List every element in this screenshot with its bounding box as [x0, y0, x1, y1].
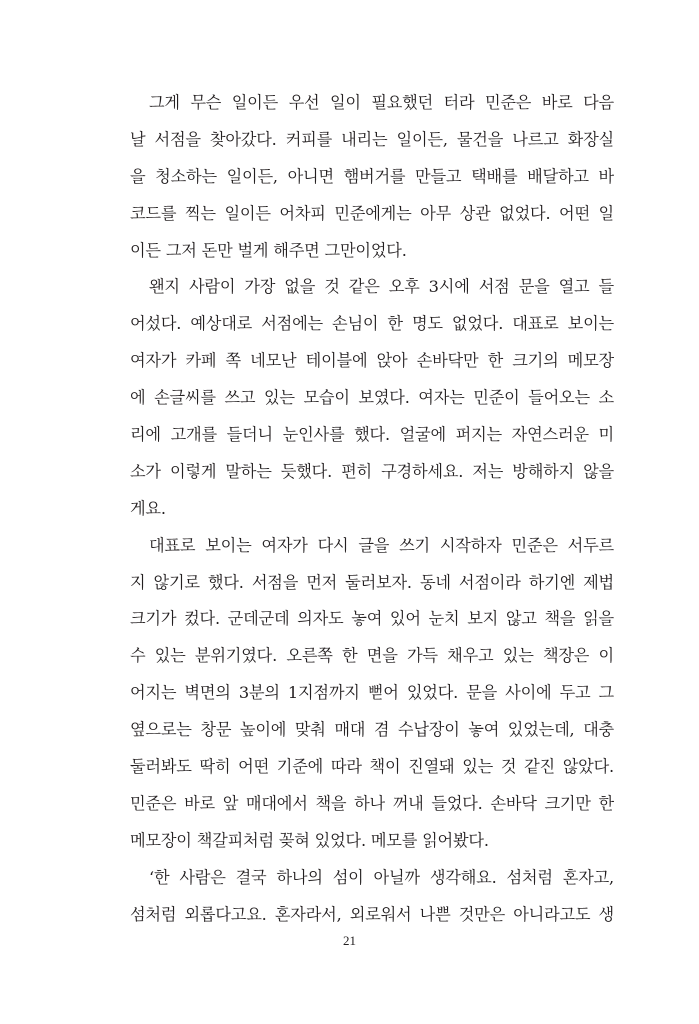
text-line: ‘한 사람은 결국 하나의 섬이 아닐까 생각해요. 섬처럼 혼자고, — [149, 867, 614, 887]
text-line: 둘러봐도 딱히 어떤 기준에 따라 책이 진열돼 있는 것 같진 않았다. — [130, 757, 614, 777]
text-line: 이든 그저 돈만 벌게 해주면 그만이었다. — [130, 240, 407, 260]
text-line: 왠지 사람이 가장 없을 것 같은 오후 3시에 서점 문을 열고 들 — [149, 277, 614, 297]
text-line: 섬처럼 외롭다고요. 혼자라서, 외로워서 나쁜 것만은 아니라고도 생 — [130, 904, 614, 924]
text-line: 지 않기로 했다. 서점을 먼저 둘러보자. 동네 서점이라 하기엔 제법 — [130, 572, 614, 592]
text-line: 에 손글씨를 쓰고 있는 모습이 보였다. 여자는 민준이 들어오는 소 — [130, 388, 614, 408]
text-line: 여자가 카페 쪽 네모난 테이블에 앉아 손바닥만 한 크기의 메모장 — [130, 351, 614, 371]
text-line: 대표로 보이는 여자가 다시 글을 쓰기 시작하자 민준은 서두르 — [149, 535, 614, 555]
text-line: 코드를 찍는 일이든 어차피 민준에게는 아무 상관 없었다. 어떤 일 — [130, 203, 614, 223]
text-line: 메모장이 책갈피처럼 꽂혀 있었다. 메모를 읽어봤다. — [130, 830, 489, 850]
text-line: 을 청소하는 일이든, 아니면 햄버거를 만들고 택배를 배달하고 바 — [130, 166, 614, 186]
text-line: 옆으로는 창문 높이에 맞춰 매대 겸 수납장이 놓여 있었는데, 대충 — [130, 720, 614, 740]
text-line: 게요. — [130, 498, 166, 518]
text-line: 그게 무슨 일이든 우선 일이 필요했던 터라 민준은 바로 다음 — [149, 93, 614, 112]
text-line: 리에 고개를 들더니 눈인사를 했다. 얼굴에 퍼지는 자연스러운 미 — [130, 425, 614, 445]
text-line: 크기가 컸다. 군데군데 의자도 놓여 있어 눈치 보지 않고 책을 읽을 — [130, 609, 614, 629]
text-line: 어지는 벽면의 3분의 1지점까지 뻗어 있었다. 문을 사이에 두고 그 — [130, 683, 614, 703]
text-line: 소가 이렇게 말하는 듯했다. 편히 구경하세요. 저는 방해하지 않을 — [130, 461, 614, 481]
text-line: 민준은 바로 앞 매대에서 책을 하나 꺼내 들었다. 손바닥 크기만 한 — [130, 793, 614, 813]
text-line: 날 서점을 찾아갔다. 커피를 내리는 일이든, 물건을 나르고 화장실 — [130, 129, 614, 149]
text-line: 수 있는 분위기였다. 오른쪽 한 면을 가득 채우고 있는 책장은 이 — [130, 646, 614, 666]
page-number: 21 — [343, 933, 356, 948]
text-line: 어섰다. 예상대로 서점에는 손님이 한 명도 없었다. 대표로 보이는 — [130, 314, 614, 334]
body-text — [130, 85, 614, 933]
